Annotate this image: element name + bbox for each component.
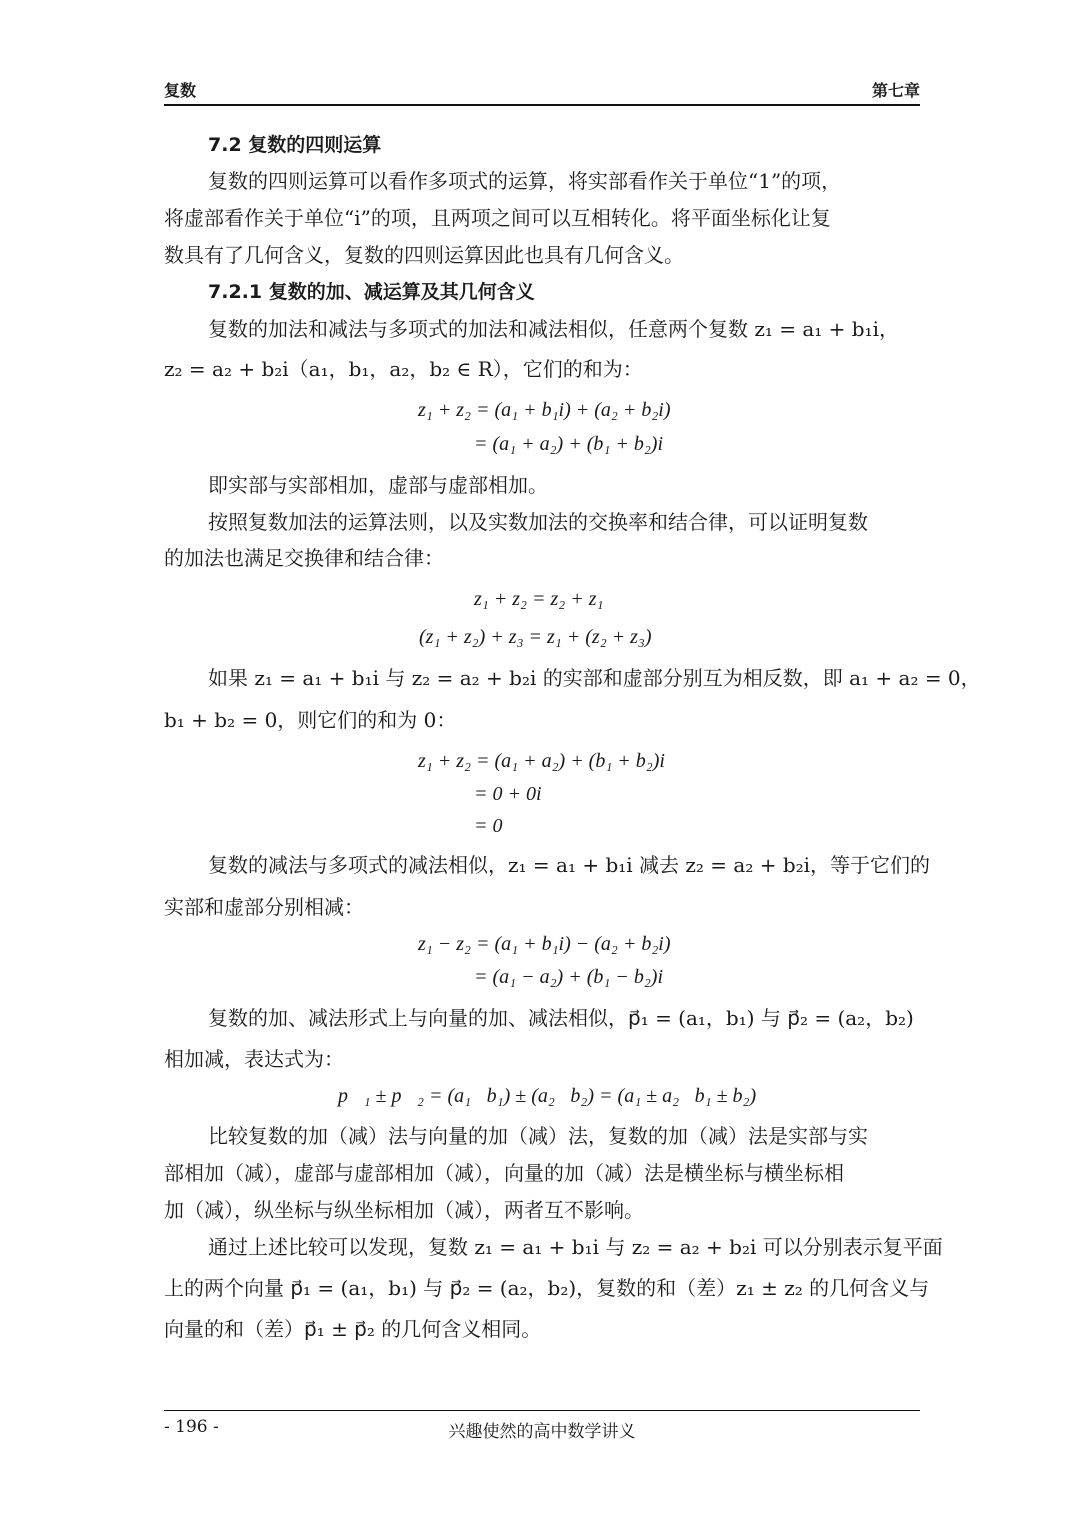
paragraph-line: 的加法也满足交换律和结合律： bbox=[164, 546, 444, 570]
paragraph-line: 按照复数加法的运算法则，以及实数加法的交换率和结合律，可以证明复数 bbox=[208, 510, 868, 534]
paragraph-line: 复数的加、减法形式上与向量的加、减法相似，p⃗₁ = (a₁，b₁) 与 p⃗₂ = (a₂，b₂) bbox=[208, 1006, 914, 1030]
equation-commutative: z₁ + z₂ = z₂ + z₁ bbox=[474, 588, 604, 610]
header-chapter-topic: 复数 bbox=[164, 81, 197, 100]
page-number: - 196 - bbox=[164, 1417, 219, 1437]
header-chapter-number: 第七章 bbox=[871, 81, 920, 100]
paragraph-line: 向量的和（差）p⃗₁ ± p⃗₂ 的几何含义相同。 bbox=[164, 1317, 542, 1341]
equation-sum-line1: z₁ + z₂ = (a₁ + b₁i) + (a₂ + b₂i) bbox=[418, 399, 671, 421]
book-title: 兴趣使然的高中数学讲义 bbox=[448, 1422, 636, 1442]
paragraph-line: b₁ + b₂ = 0，则它们的和为 0： bbox=[164, 708, 457, 732]
paragraph-line: 将虚部看作关于单位“i”的项，且两项之间可以互相转化。将平面坐标化让复 bbox=[164, 206, 831, 230]
paragraph-line: 加（减），纵坐标与纵坐标相加（减），两者互不影响。 bbox=[164, 1198, 644, 1222]
page-footer bbox=[164, 1410, 920, 1445]
equation-zero-line3: = 0 bbox=[474, 815, 503, 837]
paragraph-line: 部相加（减），虚部与虚部相加（减），向量的加（减）法是横坐标与横坐标相 bbox=[164, 1161, 844, 1185]
paragraph-line: 即实部与实部相加，虚部与虚部相加。 bbox=[208, 473, 548, 497]
paragraph-line: 复数的减法与多项式的减法相似，z₁ = a₁ + b₁i 减去 z₂ = a₂ + b₂i，等于它们的 bbox=[208, 853, 931, 877]
equation-diff-line1: z₁ − z₂ = (a₁ + b₁i) − (a₂ + b₂i) bbox=[418, 933, 671, 955]
equation-vector: p⃗₁ ± p⃗₂ = (a₁，b₁) ± (a₂，b₂) = (a₁ ± a₂，b₁ ± b₂) bbox=[338, 1085, 757, 1107]
paragraph-line: 比较复数的加（减）法与向量的加（减）法，复数的加（减）法是实部与实 bbox=[208, 1124, 868, 1148]
equation-sum-line2: = (a₁ + a₂) + (b₁ + b₂)i bbox=[474, 433, 663, 455]
paragraph-line: z₂ = a₂ + b₂i（a₁，b₁，a₂，b₂ ∈ R），它们的和为： bbox=[164, 357, 643, 381]
paragraph-line: 复数的加法和减法与多项式的加法和减法相似，任意两个复数 z₁ = a₁ + b₁i， bbox=[208, 317, 900, 341]
paragraph-line: 复数的四则运算可以看作多项式的运算，将实部看作关于单位“1”的项， bbox=[208, 169, 842, 193]
equation-diff-line2: = (a₁ − a₂) + (b₁ − b₂)i bbox=[474, 966, 663, 988]
section-title: 7.2 复数的四则运算 bbox=[208, 134, 382, 156]
equation-zero-line2: = 0 + 0i bbox=[474, 783, 542, 805]
subsection-title: 7.2.1 复数的加、减运算及其几何含义 bbox=[208, 281, 535, 303]
paragraph-line: 通过上述比较可以发现，复数 z₁ = a₁ + b₁i 与 z₂ = a₂ + b₂i 可以分别表示复平面 bbox=[208, 1235, 943, 1259]
paragraph-line: 数具有了几何含义，复数的四则运算因此也具有几何含义。 bbox=[164, 243, 684, 267]
paragraph-line: 实部和虚部分别相减： bbox=[164, 895, 364, 919]
equation-associative: (z₁ + z₂) + z₃ = z₁ + (z₂ + z₃) bbox=[419, 626, 652, 648]
paragraph-line: 上的两个向量 p⃗₁ = (a₁，b₁) 与 p⃗₂ = (a₂，b₂)，复数的和（差）z₁ ± z₂ 的几何含义与 bbox=[164, 1276, 930, 1300]
page-header bbox=[164, 74, 920, 106]
paragraph-line: 相加减，表达式为： bbox=[164, 1047, 344, 1071]
paragraph-line: 如果 z₁ = a₁ + b₁i 与 z₂ = a₂ + b₂i 的实部和虚部分别互为相反数，即 a₁ + a₂ = 0， bbox=[208, 666, 981, 690]
equation-zero-line1: z₁ + z₂ = (a₁ + a₂) + (b₁ + b₂)i bbox=[418, 750, 665, 772]
